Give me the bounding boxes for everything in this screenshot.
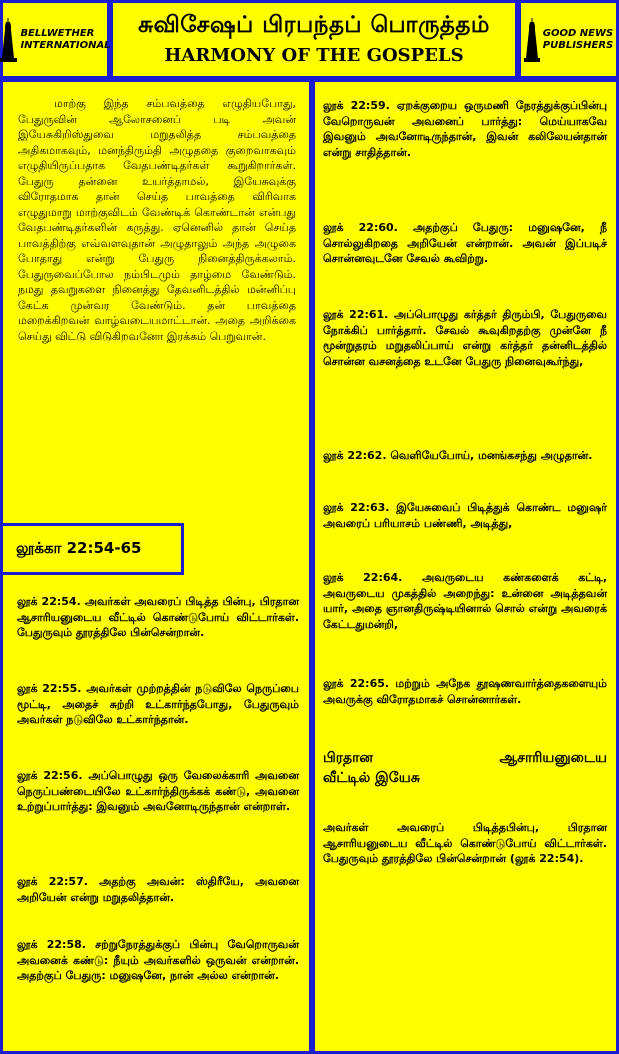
bellwether-logo <box>0 18 111 62</box>
verse-22-60: லூக் 22:60. அதற்குப் பேதுரு: மனுஷனே, நீ சொல்லுகிறதை அறியேன் என்றான். அவன் இப்படிச் சொன்னவுடனே சேவல் கூவிற்று. <box>323 221 607 265</box>
good-news-logo-box <box>518 0 619 79</box>
lighthouse-icon <box>524 18 540 62</box>
verse-22-56: லூக் 22:56. அப்பொழுது ஒரு வேலைக்காரி அவனை நெருப்பண்டையிலே உட்கார்ந்திருக்கக் கண்டு, அவனை உற்றுப்பார்த்து: இவனும் அவனோடிருந்தான் என்றாள். <box>17 769 299 813</box>
section-text: அவர்கள் அவரைப் பிடித்தபின்பு, பிரதான ஆசாரியனுடைய வீட்டில் கொண்டுபோய் விட்டார்கள். பேதுருவும் தூரத்திலே பின்சென்றான் (லூக் 22:54). <box>323 821 607 865</box>
section-heading <box>323 748 607 788</box>
left-logo-line2: INTERNATIONAL <box>20 39 111 51</box>
intro-paragraph: மாற்கு இந்த சம்பவத்தை எழுதியபோது, பேதுருவின் ஆலோசனைப் படி அவன் இயேசுகிறிஸ்துவை மறுதலித்த சம்பவத்தை அதிகமாகவும், மனந்திரும்தி அழுததை குறைவாகவும் எழுதியிருப்பதாக வேதபண்டிதர்கள் கூறுகிறார்கள். பேதுரு தன்னை உயர்த்தாமல், இயேசுவுக்கு விரோதமாக தான் செய்த பாவத்தை விரிவாக எழுதுமாறு மாற்குவிடம் வேண்டிக் கொண்டான் என்பது வேதபண்டிதர்களின் கருத்து. ஏனெனில் தான் செய்த பாவத்திற்கு எவ்வளவுதான் அழுதாலும் அந்த அழுகை போதாது என்று பேதுரு நினைத்திருக்கலாம். பேதுருவைப்போல நம்பிடமும் தாழ்மை வேண்டும். நமது தவறுகளை நினைத்து தேவனிடத்தில் மன்னிப்பு கேட்க முன்வர வேண்டும். தன் பாவத்தை மறைக்கிறவன் வாழ்வடையமாட்டான். அதை அறிக்கை செய்து விட்டு விடுகிறவனோ இரக்கம் பெறுவான். <box>18 97 296 343</box>
title-box <box>110 0 518 79</box>
right-logo-line2: PUBLISHERS <box>542 39 614 51</box>
title-tamil: சுவிசேஷப் பிரபந்தப் பொருத்தம் <box>138 12 490 38</box>
title-english: HARMONY OF THE GOSPELS <box>164 45 464 66</box>
verse-22-63: லூக் 22:63. இயேசுவைப் பிடித்துக் கொண்ட மனுஷர் அவரைப் பரியாசம் பண்ணி, அடித்து, <box>323 501 607 530</box>
scripture-reference <box>0 523 184 575</box>
reference-label: லூக்கா 22:54-65 <box>16 539 142 557</box>
verse-22-64: லூக் 22:64. அவருடைய கண்களைக் கட்டி, அவருடைய முகத்தில் அறைந்து: உன்னை அடித்தவன் யார், அதை ஞானதிருஷ்டியினால் சொல் என்று அவரைக் கேட்டதுமன்றி, <box>323 571 607 631</box>
verse-22-55: லூக் 22:55. அவர்கள் முற்றத்தின் நடுவிலே நெருப்பை மூட்டி, அதைச் சுற்றி உட்கார்ந்தபோது, பேதுருவும் அவர்கள் நடுவிலே உட்கார்ந்தான். <box>17 682 299 726</box>
verse-22-65: லூக் 22:65. மற்றும் அநேக தூஷணவார்த்தைகளையும் அவருக்கு விரோதமாகச் சொன்னார்கள். <box>323 677 607 706</box>
verse-22-61: லூக் 22:61. அப்பொழுது கர்த்தர் திரும்பி, பேதுருவை நோக்கிப் பார்த்தார். சேவல் கூவுகிறதற்கு முன்னே நீ மூன்றுதரம் மறுதலிப்பாய் என்று கர்த்தர் தன்னிடத்தில் சொன்ன வசனத்தை உடனே பேதுரு நினைவுகூர்ந்து, <box>323 308 607 368</box>
verse-22-58: லூக் 22:58. சற்றுநேரத்துக்குப் பின்பு வேறொருவன் அவனைக் கண்டு: நீயும் அவர்களில் ஒருவன் என்றான். அதற்குப் பேதுரு: மனுஷனே, நான் அல்ல என்றான். <box>17 938 299 982</box>
left-logo-line1: BELLWETHER <box>20 27 95 39</box>
verse-22-54: லூக் 22:54. அவர்கள் அவரைப் பிடித்த பின்பு, பிரதான ஆசாரியனுடைய வீட்டில் கொண்டுபோய் விட்டார்கள். பேதுருவும் தூரத்திலே பின்சென்றான். <box>17 595 299 639</box>
section-heading-line1: பிரதான ஆசாரியனுடைய <box>323 750 607 766</box>
verse-22-57: லூக் 22:57. அதற்கு அவன்: ஸ்திரீயே, அவனை அறியேன் என்று மறுதலித்தான். <box>17 875 299 904</box>
right-logo-line1: GOOD NEWS <box>542 27 614 39</box>
good-news-logo <box>524 18 613 62</box>
lighthouse-icon <box>0 18 17 62</box>
bellwether-logo-box <box>0 0 110 79</box>
verse-22-62: லூக் 22:62. வெளியேபோய், மனங்கசந்து அழுதான். <box>323 449 593 462</box>
verse-22-59: லூக் 22:59. ஏறக்குறைய ஒருமணி நேரத்துக்குப்பின்பு வேறொருவன் அவனைப் பார்த்து: மெய்யாகவே இவனும் அவனோடிருந்தான், இவன் கலிலேயன்தான் என்று சாதித்தான். <box>323 99 607 159</box>
section-heading-line2: வீட்டில் இயேசு <box>323 770 420 786</box>
